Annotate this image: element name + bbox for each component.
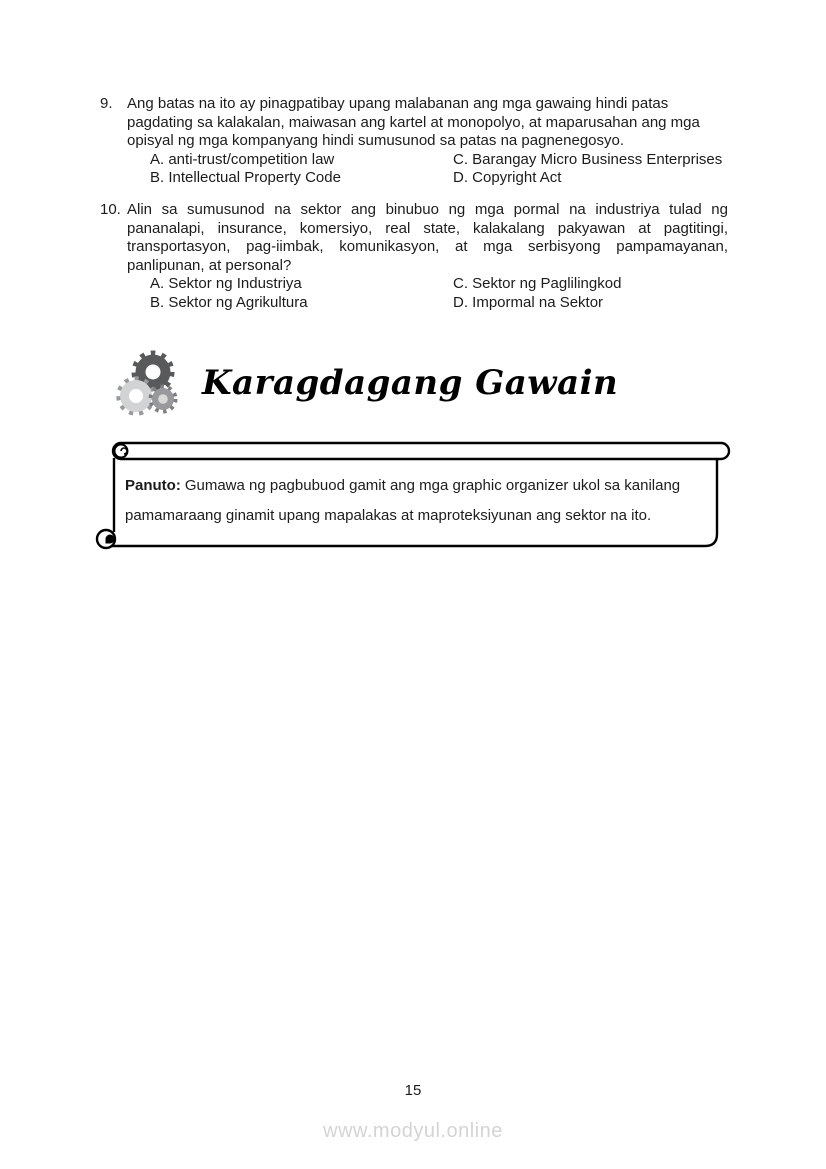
option-a: A. anti-trust/competition law [150,150,335,168]
question-options [127,151,728,188]
option-b: B. Sektor ng Agrikultura [150,293,308,311]
page-number: 15 [404,1082,422,1099]
option-a: A. Sektor ng Industriya [150,275,302,293]
panuto-text: Gumawa ng pagbubuod gamit ang mga graphic organizer ukol sa kanilang pamamaraang ginamit upang mapalakas at maproteksiyunan ang sektor na ito. [125,477,681,524]
question-number: 9. [100,95,113,112]
gears-icon [112,343,188,423]
question-text: Ang batas na ito ay pinagpatibay upang malabanan ang mga gawaing hindi patas pagdating sa kalakalan, maiwasan ang kartel at monopolyo, at maparusahan ang mga opisyal ng mga kompanyang hindi sumusunod sa patas na pagnenegosyo. [127,95,700,150]
activity-banner [95,438,740,558]
option-d: D. Impormal na Sektor [453,293,604,311]
option-c: C. Sektor ng Paglilingkod [453,275,622,293]
question-9 [100,95,728,188]
option-d: D. Copyright Act [453,169,562,187]
gear-medium [151,387,176,412]
section-header [112,343,618,423]
question-text: Alin sa sumusunod na sektor ang binubuo ng mga pormal na industriya tulad ng pananalapi, insurance, komersiyo, real state, kalakalang pakyawan at pagtitingi, transportasyon, pag-iimbak, komunikasyon, at mga serbisyong pampamayanan, panlipunan, at personal? [127,201,728,274]
option-b: B. Intellectual Property Code [150,169,341,187]
option-c: C. Barangay Micro Business Enterprises [453,150,723,168]
question-number: 10. [100,201,121,218]
activity-instructions [125,471,705,531]
question-10 [100,201,728,313]
section-title: Karagdagang Gawain [202,363,619,403]
question-options [127,275,728,312]
panuto-label: Panuto: [125,477,181,494]
watermark: www.modyul.online [323,1120,503,1142]
